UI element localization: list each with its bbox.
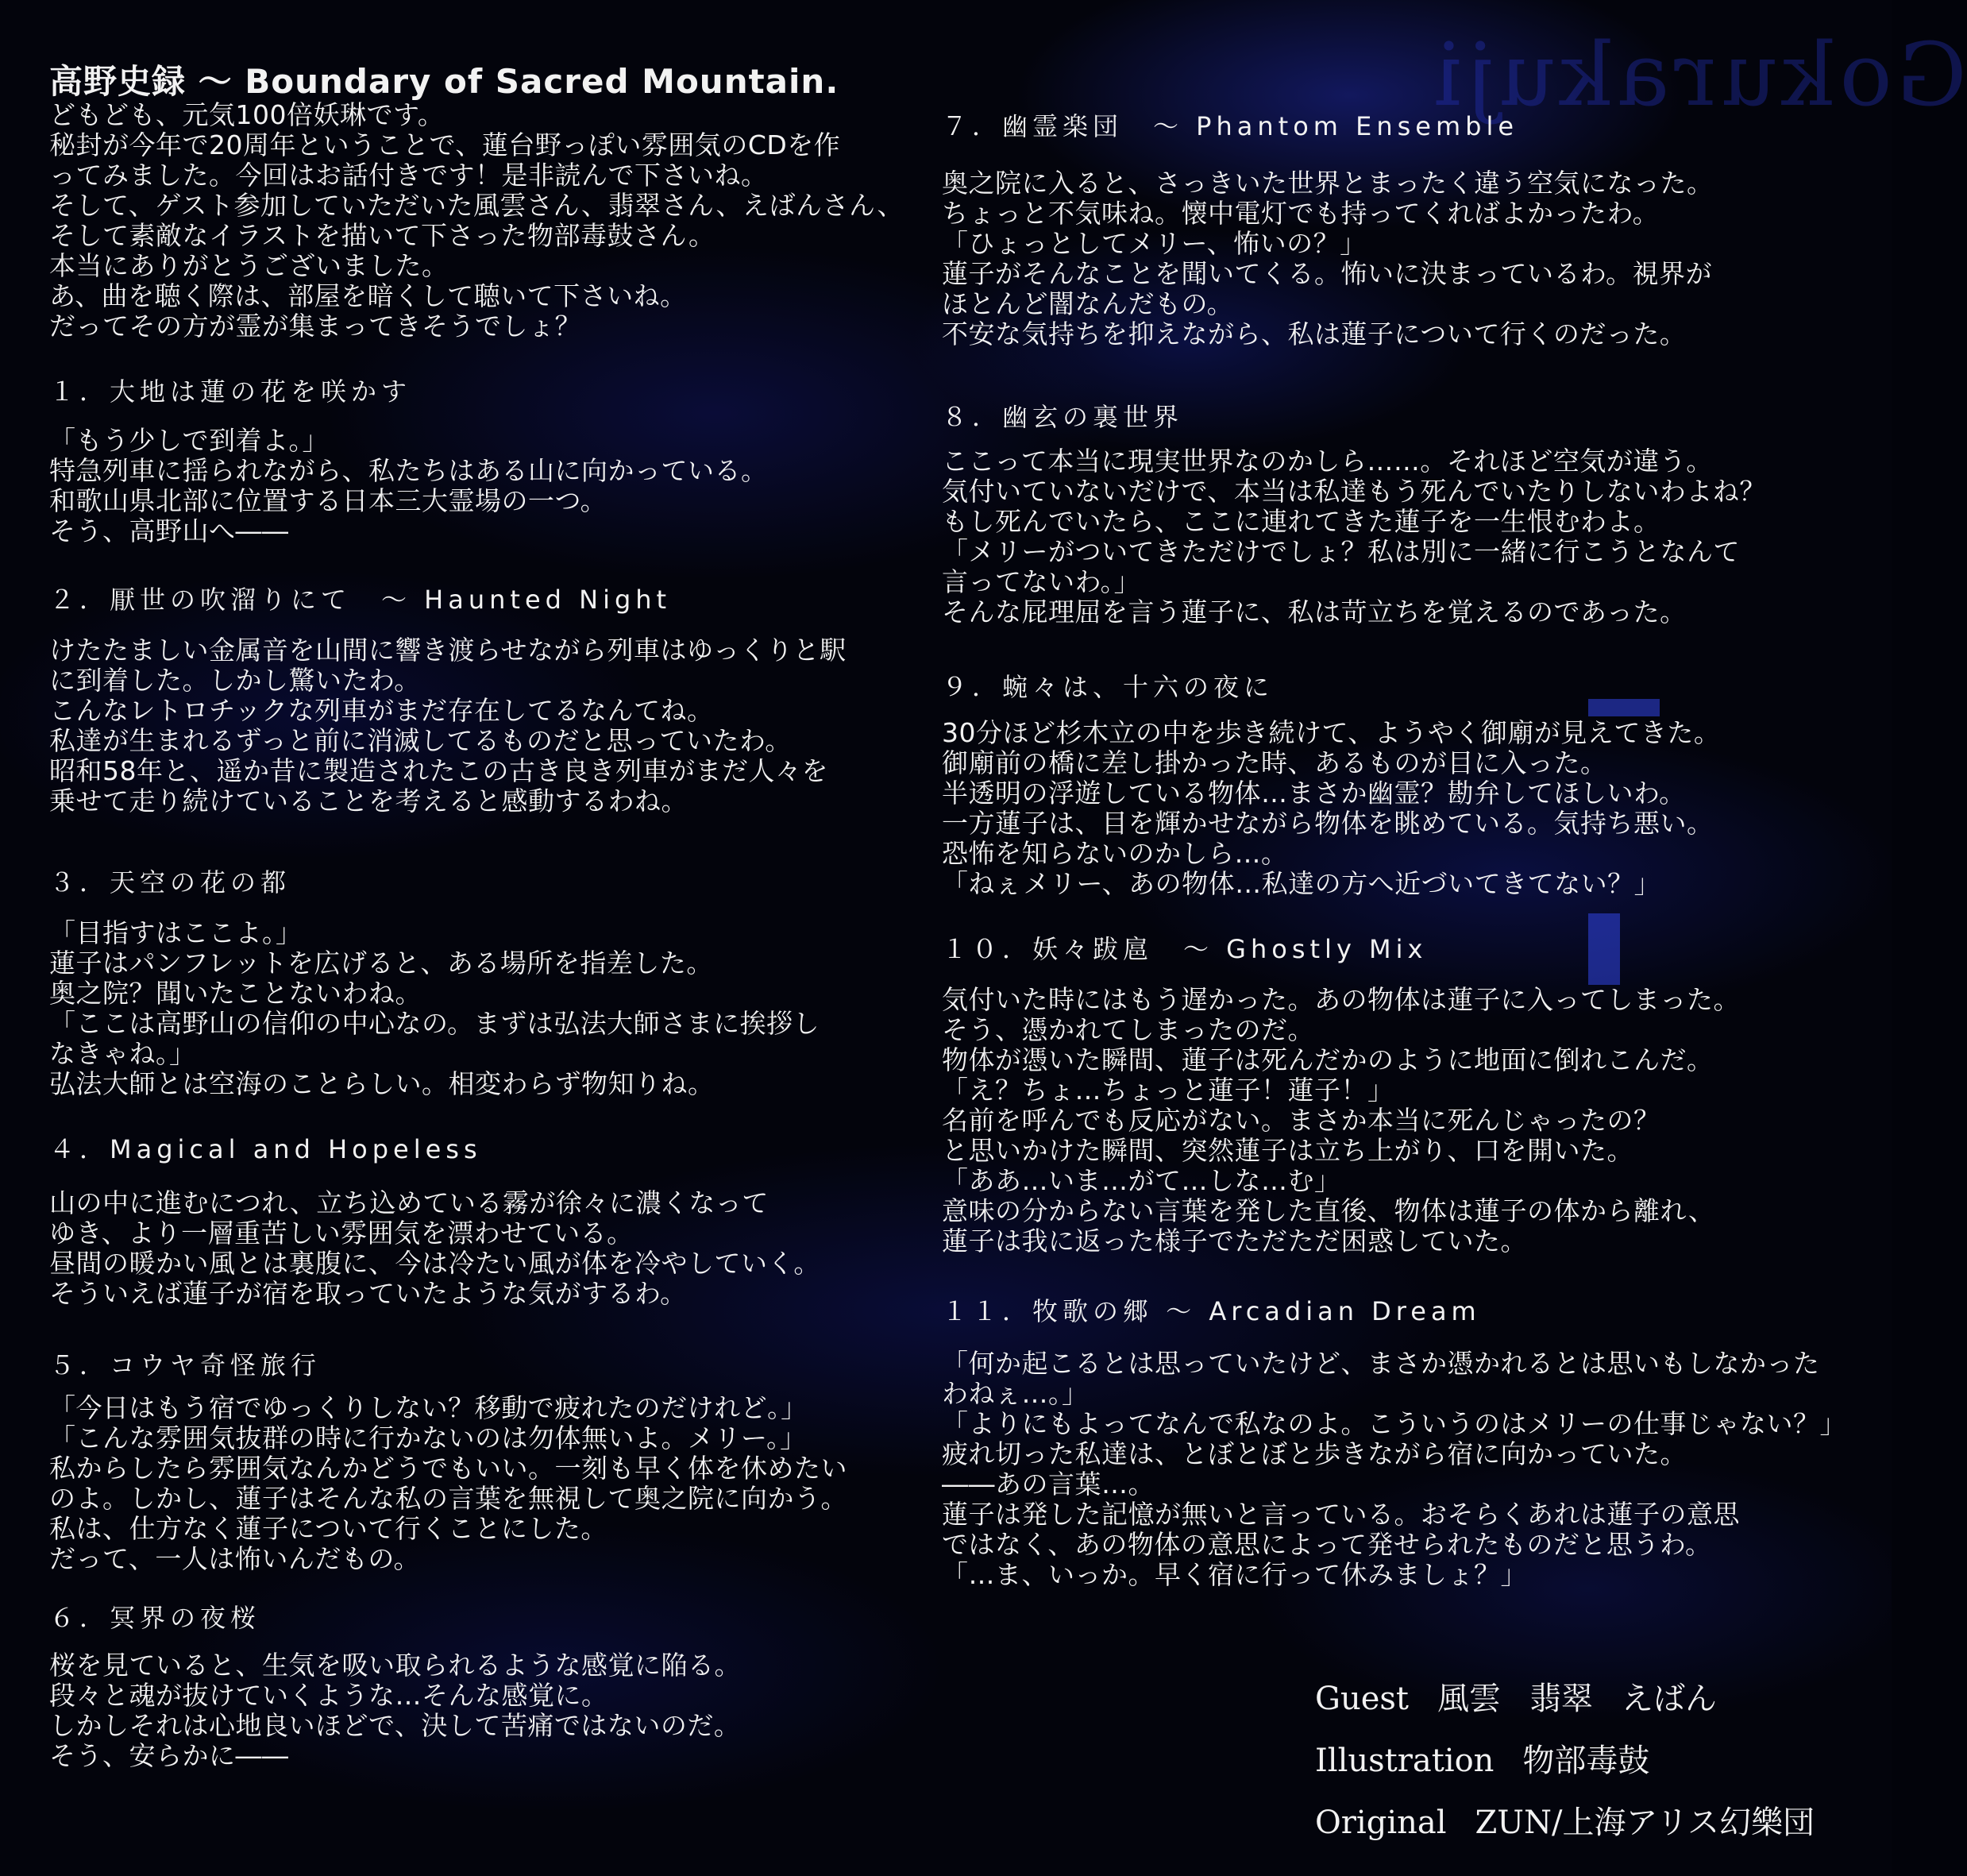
text-line: 山の中に進むにつれ、立ち込めている霧が徐々に濃くなって bbox=[49, 1187, 769, 1218]
credit-value: 翡翠 bbox=[1529, 1681, 1593, 1717]
text-line: 特急列車に揺られながら、私たちはある山に向かっている。 bbox=[49, 455, 768, 486]
text-line: 桜を見ていると、生気を吸い取られるような感覚に陥る。 bbox=[49, 1650, 741, 1681]
text-line: 気付いた時にはもう遅かった。あの物体は蓮子に入ってしまった。 bbox=[942, 984, 1740, 1015]
text-line: 気付いていないだけで、本当は私達もう死んでいたりしないわよね？ bbox=[942, 476, 1766, 507]
track-heading: ４．Magical and Hopeless bbox=[49, 1134, 482, 1164]
text-line: ではなく、あの物体の意思によって発せられたものだと思うわ。 bbox=[942, 1529, 1712, 1560]
track-heading: ２．厭世の吹溜りにて ～ Haunted Night bbox=[49, 585, 672, 615]
text-line: ゆき、より一層重苦しい雰囲気を漂わせている。 bbox=[49, 1218, 634, 1249]
text-line: 昼間の暖かい風とは裏腹に、今は冷たい風が体を冷やしていく。 bbox=[49, 1248, 820, 1279]
text-line: そう、安らかに―― bbox=[49, 1740, 289, 1771]
text-line: なきゃね。」 bbox=[49, 1038, 196, 1069]
track-story bbox=[942, 718, 1720, 899]
text-line: 意味の分からない言葉を発した直後、物体は蓮子の体から離れ、 bbox=[942, 1195, 1715, 1226]
text-line: だってその方が霊が集まってきそうでしょ？ bbox=[49, 311, 581, 342]
page-title: 高野史録 ～ Boundary of Sacred Mountain. bbox=[49, 62, 839, 102]
track-heading: ５．コウヤ奇怪旅行 bbox=[49, 1350, 322, 1380]
text-line: のよ。しかし、蓮子はそんな私の言葉を無視して奥之院に向かう。 bbox=[49, 1483, 847, 1514]
text-line: 蓮子は我に返った様子でただただ困惑していた。 bbox=[942, 1226, 1527, 1256]
background-accent-bar bbox=[1588, 913, 1620, 985]
text-line: 「よりにもよってなんで私なのよ。こういうのはメリーの仕事じゃない？」 bbox=[942, 1408, 1846, 1439]
track-story bbox=[942, 1349, 1846, 1590]
text-line: ――あの言葉…。 bbox=[942, 1469, 1155, 1500]
text-line: 物体が憑いた瞬間、蓮子は死んだかのように地面に倒れこんだ。 bbox=[942, 1044, 1714, 1075]
credit-value: ZUN/上海アリス幻樂団 bbox=[1475, 1805, 1815, 1841]
text-line: 言ってないわ。」 bbox=[942, 566, 1141, 597]
text-line: 私からしたら雰囲気なんかどうでもいい。一刻も早く体を休めたい bbox=[49, 1453, 847, 1484]
track-story bbox=[49, 918, 820, 1099]
credit-value: 物部毒鼓 bbox=[1522, 1743, 1650, 1779]
text-line: ほとんど闇なんだもの。 bbox=[942, 288, 1234, 319]
track-story bbox=[942, 985, 1740, 1256]
track-heading: ６．冥界の夜桜 bbox=[49, 1603, 261, 1633]
text-line: 私は、仕方なく蓮子について行くことにした。 bbox=[49, 1513, 607, 1544]
text-line: 「もう少しで到着よ。」 bbox=[49, 425, 329, 456]
text-line: 一方蓮子は、目を輝かせながら物体を眺めている。気持ち悪い。 bbox=[942, 808, 1714, 839]
text-line: 乗せて走り続けていることを考えると感動するわね。 bbox=[49, 786, 688, 816]
text-line: 30分ほど杉木立の中を歩き続けて、ようやく御廟が見えてきた。 bbox=[942, 717, 1721, 748]
track-story bbox=[942, 168, 1714, 349]
text-line: 「ねぇメリー、あの物体…私達の方へ近づいてきてない？」 bbox=[942, 868, 1661, 899]
text-line: こんなレトロチックな列車がまだ存在してるなんてね。 bbox=[49, 695, 714, 726]
track-story bbox=[49, 1650, 741, 1771]
text-line: 恐怖を知らないのかしら…。 bbox=[942, 838, 1288, 869]
text-line: そう、高野山へ―― bbox=[49, 515, 289, 546]
credit-label: Illustration bbox=[1315, 1743, 1495, 1779]
track-story bbox=[942, 446, 1766, 627]
text-line: 秘封が今年で20周年ということで、蓮台野っぽい雰囲気のCDを作 bbox=[49, 129, 841, 160]
text-line: わねぇ…。」 bbox=[942, 1378, 1089, 1409]
track-heading: １０．妖々跋扈 ～ Ghostly Mix bbox=[942, 934, 1428, 964]
text-line: 名前を呼んでも反応がない。まさか本当に死んじゃったの？ bbox=[942, 1105, 1660, 1136]
text-line: だって、一人は怖いんだもの。 bbox=[49, 1543, 421, 1574]
track-heading: ９．蜿々は、十六の夜に bbox=[942, 672, 1275, 702]
text-line: と思いかけた瞬間、突然蓮子は立ち上がり、口を開いた。 bbox=[942, 1135, 1633, 1166]
text-line: もし死んでいたら、ここに連れてきた蓮子を一生恨むわよ。 bbox=[942, 506, 1660, 537]
text-line: ちょっと不気味ね。懐中電灯でも持ってくればよかったわ。 bbox=[942, 198, 1660, 229]
text-line: そう、憑かれてしまったのだ。 bbox=[942, 1014, 1314, 1045]
text-line: 「ああ…いま…がて…しな…む」 bbox=[942, 1165, 1341, 1196]
text-line: そういえば蓮子が宿を取っていたような気がするわ。 bbox=[49, 1278, 687, 1309]
credit-row-original bbox=[1315, 1792, 1815, 1854]
track-story bbox=[49, 1188, 820, 1309]
text-line: そんな屁理屈を言う蓮子に、私は苛立ちを覚えるのであった。 bbox=[942, 596, 1687, 627]
text-line: 私達が生まれるずっと前に消滅してるものだと思っていたわ。 bbox=[49, 725, 792, 756]
text-line: 「メリーがついてきただけでしょ？私は別に一緒に行こうとなんて bbox=[942, 536, 1740, 567]
text-line: 疲れ切った私達は、とぼとぼと歩きながら宿に向かっていた。 bbox=[942, 1438, 1687, 1469]
track-heading: ８．幽玄の裏世界 bbox=[942, 402, 1184, 432]
credit-label: Original bbox=[1315, 1805, 1447, 1841]
text-line: けたたましい金属音を山間に響き渡らせながら列車はゆっくりと駅 bbox=[49, 635, 847, 666]
credit-row-guest bbox=[1315, 1668, 1815, 1730]
text-line: 「こんな雰囲気抜群の時に行かないのは勿体無いよ。メリー。」 bbox=[49, 1422, 807, 1453]
track-heading: １１．牧歌の郷 ～ Arcadian Dream bbox=[942, 1296, 1481, 1326]
text-line: 本当にありがとうございました。 bbox=[49, 250, 449, 281]
text-line: 和歌山県北部に位置する日本三大霊場の一つ。 bbox=[49, 485, 607, 516]
text-line: 蓮子は発した記憶が無いと言っている。おそらくあれは蓮子の意思 bbox=[942, 1499, 1740, 1530]
text-line: 「ひょっとしてメリー、怖いの？」 bbox=[942, 228, 1367, 259]
intro-paragraph bbox=[49, 100, 904, 342]
text-line: 奥之院に入ると、さっきいた世界とまったく違う空気になった。 bbox=[942, 168, 1714, 199]
text-line: しかしそれは心地良いほどで、決して苦痛ではないのだ。 bbox=[49, 1710, 741, 1741]
text-line: 蓮子がそんなことを聞いてくる。怖いに決まっているわ。視界が bbox=[942, 258, 1713, 289]
credits-block bbox=[1315, 1668, 1815, 1854]
text-line: どもども、元気100倍妖琳です。 bbox=[49, 99, 445, 130]
background-accent-bar bbox=[1588, 699, 1660, 716]
text-line: ここって本当に現実世界なのかしら……。それほど空気が違う。 bbox=[942, 446, 1713, 477]
text-line: そして、ゲスト参加していただいた風雲さん、翡翠さん、えばんさん、 bbox=[49, 190, 904, 221]
text-line: に到着した。しかし驚いたわ。 bbox=[49, 665, 421, 696]
credit-value: 風雲 bbox=[1437, 1681, 1501, 1717]
text-line: 奥之院？聞いたことないわね。 bbox=[49, 978, 422, 1009]
credit-value: えばん bbox=[1622, 1681, 1717, 1717]
text-line: 「え？ちょ…ちょっと蓮子！蓮子！」 bbox=[942, 1075, 1394, 1106]
text-line: 不安な気持ちを抑えながら、私は蓮子について行くのだった。 bbox=[942, 318, 1687, 349]
text-line: 「ここは高野山の信仰の中心なの。まずは弘法大師さまに挨拶し bbox=[49, 1008, 820, 1039]
text-line: あ、曲を聴く際は、部屋を暗くして聴いて下さいね。 bbox=[49, 280, 687, 311]
text-line: ってみました。今回はお話付きです！是非読んで下さいね。 bbox=[49, 160, 768, 191]
text-line: 御廟前の橋に差し掛かった時、あるものが目に入った。 bbox=[942, 747, 1607, 778]
text-line: 半透明の浮遊している物体…まさか幽霊？勘弁してほしいわ。 bbox=[942, 778, 1686, 809]
text-line: 昭和58年と、遥か昔に製造されたこの古き良き列車がまだ人々を bbox=[49, 755, 828, 786]
text-line: 段々と魂が抜けていくような…そんな感覚に。 bbox=[49, 1680, 608, 1711]
track-heading: １．大地は蓮の花を咲かす bbox=[49, 376, 412, 407]
text-line: 「今日はもう宿でゆっくりしない？移動で疲れたのだけれど。」 bbox=[49, 1392, 808, 1423]
text-line: 「…ま、いっか。早く宿に行って休みましょ？」 bbox=[942, 1559, 1527, 1590]
text-line: そして素敵なイラストを描いて下さった物部毒鼓さん。 bbox=[49, 220, 715, 251]
text-line: 蓮子はパンフレットを広げると、ある場所を指差した。 bbox=[49, 948, 713, 979]
track-story bbox=[49, 1393, 847, 1574]
text-line: 弘法大師とは空海のことらしい。相変わらず物知りね。 bbox=[49, 1068, 715, 1099]
text-line: 「何か起こるとは思っていたけど、まさか憑かれるとは思いもしなかった bbox=[942, 1348, 1820, 1379]
credit-row-illustration bbox=[1315, 1730, 1815, 1792]
track-heading: ３．天空の花の都 bbox=[49, 867, 291, 897]
credit-label: Guest bbox=[1315, 1681, 1409, 1717]
track-heading: ７．幽霊楽団 ～ Phantom Ensemble bbox=[942, 111, 1519, 141]
track-story bbox=[49, 426, 768, 546]
text-line: 「目指すはここよ。」 bbox=[49, 917, 303, 948]
track-story bbox=[49, 635, 847, 816]
background-watermark: Gokurakuji bbox=[1429, 24, 1967, 125]
